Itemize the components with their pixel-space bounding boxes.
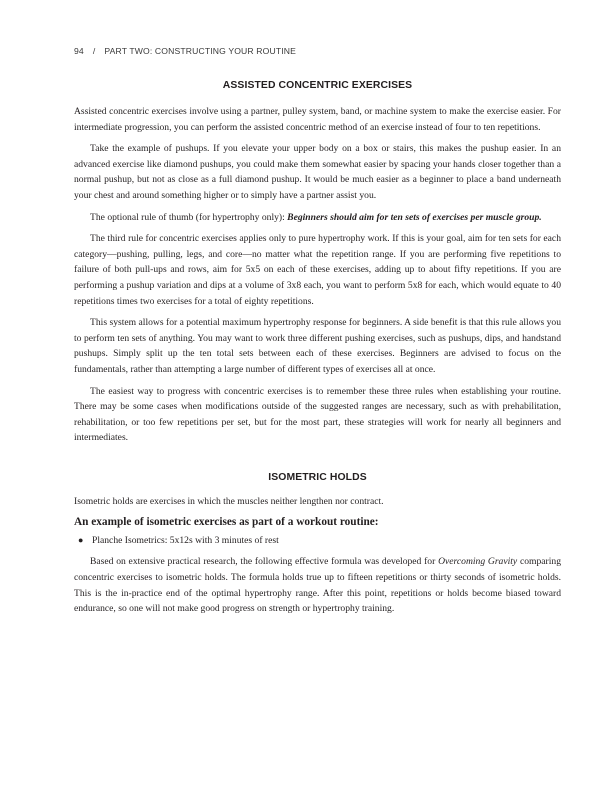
assisted-concentric-heading: ASSISTED CONCENTRIC EXERCISES — [222, 80, 413, 91]
isometric-example-list — [74, 533, 561, 548]
isometric-paragraph-2 — [74, 554, 561, 616]
assisted-paragraph-2: Take the example of pushups. If you elevate your upper body on a box or stairs, this makes the pushup easier. In an advanced exercise like diamond pushups, you could make them somewhat easier by spacing your hands closer together than a normal pushup, but not as close as a full diamond pushup. It would be much easier as a beginner to place a band underneath your chest and around something higher or to simply have a partner assist you. — [74, 143, 561, 201]
list-item — [78, 533, 561, 548]
running-header — [74, 46, 296, 56]
section-title: PART TWO: CONSTRUCTING YOUR ROUTINE — [104, 46, 297, 56]
assisted-paragraph-6: The easiest way to progress with concentric exercises is to remember these three rules when establishing your routine. There may be some cases when modifications outside of the suggested ranges are necessary, such as with prehabilitation, rehabilitation, or too few repetitions per set, but for the most part, these strategies will work for nearly all beginners and intermediates. — [74, 385, 561, 444]
isometric-paragraph-1: Isometric holds are exercises in which the muscles neither lengthen nor contract. — [74, 495, 384, 507]
book-title: Overcoming Gravity — [438, 556, 518, 568]
rule-of-thumb-lead: The optional rule of thumb (for hypertrophy only): — [90, 211, 288, 223]
header-separator: / — [92, 46, 96, 56]
isometric-holds-heading: ISOMETRIC HOLDS — [268, 471, 367, 483]
rule-of-thumb-emphasis: Beginners should aim for ten sets of exercises per muscle group. — [287, 211, 542, 223]
isometric-example-subhead: An example of isometric exercises as part of a workout routine: — [74, 516, 379, 529]
page-number: 94 — [74, 46, 84, 56]
list-item-text: Planche Isometrics: 5x12s with 3 minutes of rest — [92, 535, 279, 547]
assisted-paragraph-4: The third rule for concentric exercises applies only to pure hypertrophy work. If this is your goal, aim for ten sets for each category—pushing, pulling, legs, and core—no matter what the repetition range. If you are performing five repetitions to failure of both pull-ups and rows, aim for 5x5 on each of these exercises, adding up to about fifty repetitions. If you are performing a pushup variation and dips at a volume of 3x8 each, you want to perform 5x8 for each, which would equate to 40 repetitions times two exercises for a total of eighty repetitions. — [74, 233, 561, 307]
formula-text-start: Based on extensive practical research, the following effective formula was developed for — [90, 556, 439, 568]
formula-text-end: comparing concentric exercises to isometric holds. The formula holds true up to fifteen repetitions or thirty seconds of isometric holds. This is the in-practice end of the optimal hypertrophy range. After this point, repetitions or holds become biased toward endurance, so one will not make good progress on strength or hypertrophy training. — [74, 556, 561, 615]
assisted-paragraph-3 — [74, 210, 561, 226]
bullet-icon: ● — [78, 535, 84, 546]
page-body — [74, 80, 561, 617]
assisted-paragraph-5: This system allows for a potential maximum hypertrophy response for beginners. A side benefit is that this rule allows you to perform ten sets of anything. You may want to work three different pushing exercises, such as pushups, dips, and handstand pushups. Simply split up the ten total sets between each of these exercises. Beginners are advised to focus on the fundamentals, rather than attempting a large number of different types of exercises all at once. — [74, 317, 561, 375]
assisted-paragraph-1: Assisted concentric exercises involve using a partner, pulley system, band, or machine system to make the exercise easier. For intermediate progression, you can perform the assisted concentric method of an exercise instead of four to ten repetitions. — [74, 106, 561, 133]
